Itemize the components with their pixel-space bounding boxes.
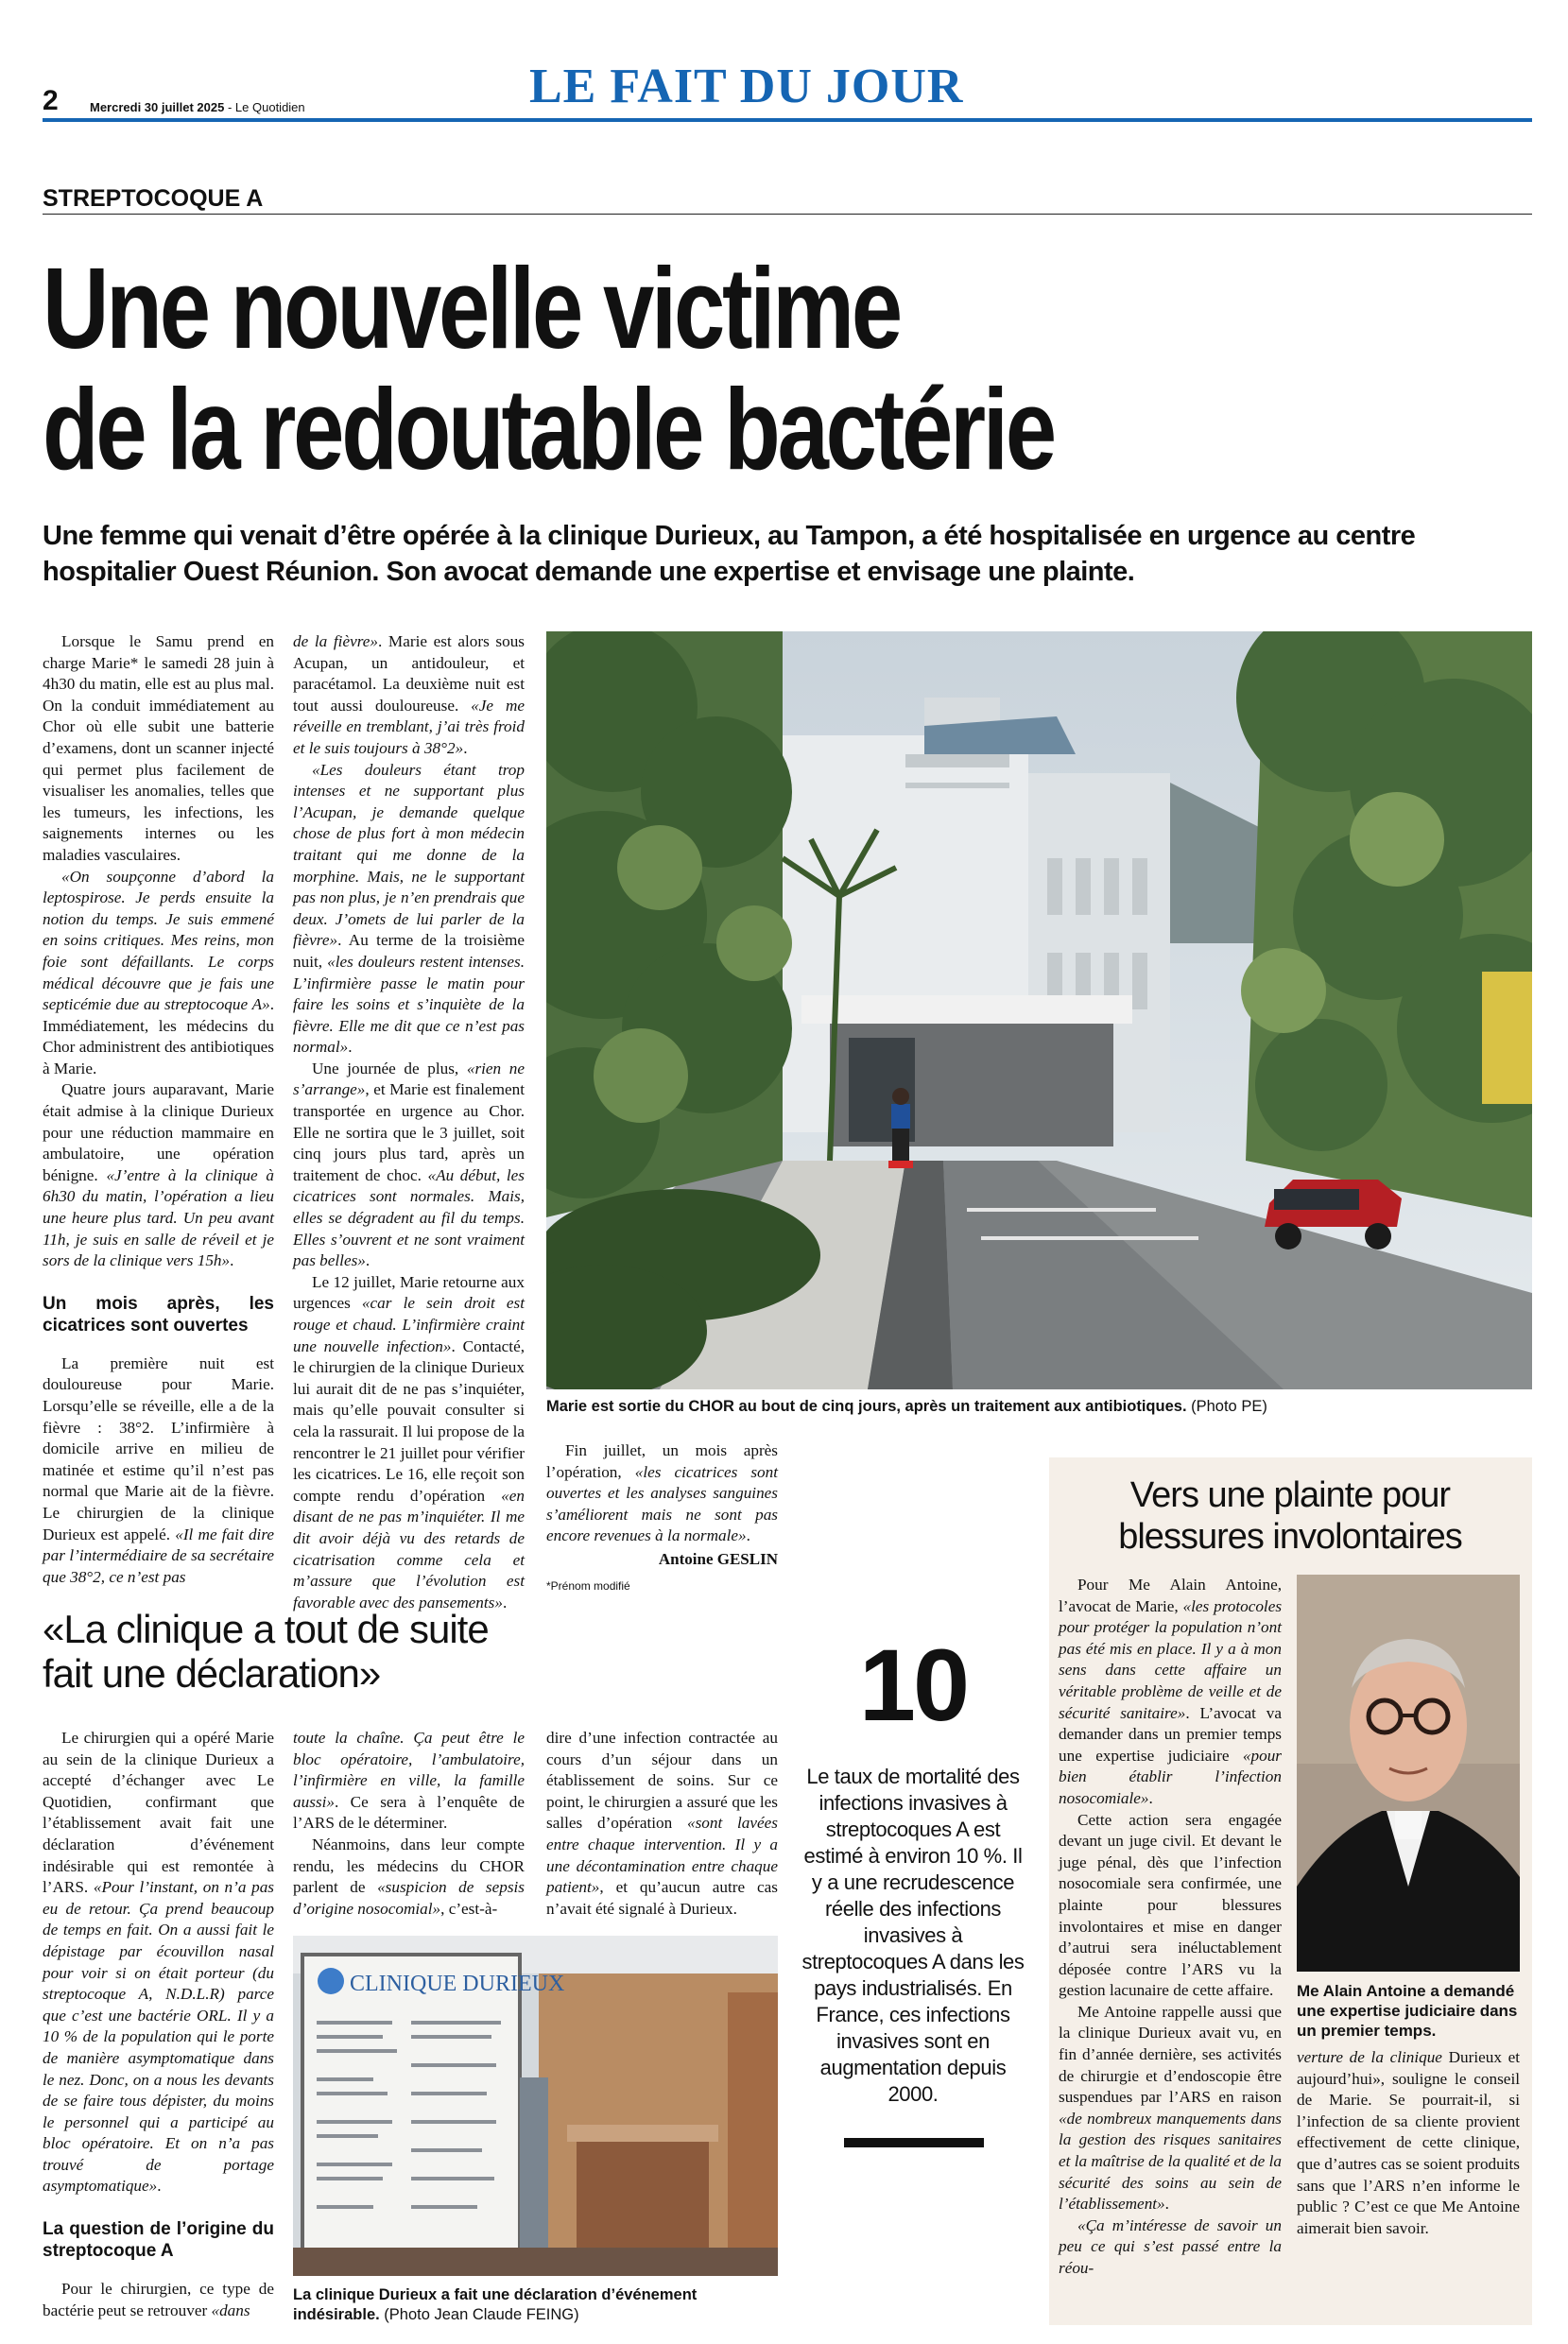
text: . bbox=[157, 2177, 162, 2196]
second-article-column-3 bbox=[546, 1728, 778, 1920]
quote: «On soupçonne d’abord la leptospirose. Je perds ensuite la notion du temps. Je suis emmené en soins critiques. Mes reins, mon foie sont défaillants. Le corps médical découvre que je fais une septicémie due au streptocoque A» bbox=[43, 867, 274, 1014]
text: Le chirurgien qui a opéré Marie au sein de la clinique Durieux a accepté d’échanger avec Le Quotidien, confirmant que l’établissement avait fait une déclaration d’événement indésirable qui est remontée à l’ARS. bbox=[43, 1729, 274, 1897]
text: . bbox=[463, 738, 468, 757]
quote: «en disant de ne pas m’inquiéter. Il me dit avoir déjà vu des retards de cicatrisation comme cela et m’assure que l’évolution est favorable avec des pansements» bbox=[293, 1486, 525, 1612]
date-separator: - bbox=[224, 100, 235, 114]
hospital-photo bbox=[546, 631, 1532, 1389]
text: Une journée de plus, bbox=[312, 1059, 467, 1077]
quote: «de nombreux manquements dans la gestion des risques sanitaires et la maîtrise de la qualité et de la sécurité des soins au sein de l’établissement» bbox=[1059, 2109, 1282, 2214]
photo-credit: (Photo PE) bbox=[1186, 1398, 1267, 1415]
photo-credit: (Photo Jean Claude FEING) bbox=[379, 2306, 579, 2323]
text: . bbox=[746, 1526, 750, 1545]
text: . L’avocat va demander dans un premier temps une expertise judiciaire bbox=[1059, 1703, 1282, 1765]
text: Pour le chirurgien, ce type de bactérie peut se retrouver bbox=[43, 2280, 274, 2319]
section-title: LE FAIT DU JOUR bbox=[529, 60, 964, 113]
text: , et qu’aucun autre cas n’avait été signalé à Durieux. bbox=[546, 1878, 778, 1918]
text: . bbox=[348, 1038, 353, 1057]
paragraph bbox=[1059, 2215, 1282, 2280]
stat-rule bbox=[844, 2138, 984, 2147]
quote: «pour bien établir l’infection nosocomiale» bbox=[1059, 1746, 1282, 1807]
quote: «Il me fait dire par l’intermédiaire de sa secrétaire que 38°2, ce n’est pas bbox=[43, 1525, 274, 1586]
headline bbox=[43, 244, 1222, 493]
date-line bbox=[90, 100, 305, 115]
text: . Contacté, le chirurgien de la clinique Durieux lui aurait dit de ne pas s’inquiéter, mais qu’elle pouvait consulter si cela la rassurait. Il lui propose de la rencontrer le 21 juillet pour vérifier les cicatrices. Le 16, elle reçoit son compte rendu d’opération bbox=[293, 1336, 525, 1505]
page-number: 2 bbox=[43, 85, 59, 116]
text: . Immédiatement, les médecins du Chor administrent des antibiotiques à Marie. bbox=[43, 995, 274, 1077]
paragraph bbox=[43, 867, 274, 1080]
quote: «rien ne s’arrange» bbox=[293, 1059, 525, 1099]
kicker: STREPTOCOQUE A bbox=[43, 185, 264, 212]
headline-line-1: Une nouvelle victime bbox=[43, 244, 900, 372]
sidebar-column-1 bbox=[1059, 1575, 1282, 2280]
lawyer-photo-caption: Me Alain Antoine a demandé une expertise judiciaire dans un premier temps. bbox=[1297, 1982, 1518, 2040]
quote: «suspicion de sepsis d’origine nosocomial» bbox=[293, 1878, 525, 1918]
text: La première nuit est douloureuse pour Marie. Lorsqu’elle se réveille, elle a de la fièvre : 38°2. L’infirmière à domicile arrive en milieu de matinée et estime qu’il n’est pas normal que Marie ait de la fièvre. Le chirurgien de la clinique Durieux est appelé. bbox=[43, 1353, 274, 1543]
clinic-photo-caption bbox=[293, 2285, 778, 2325]
signature: Antoine GESLIN bbox=[658, 1549, 778, 1568]
paragraph bbox=[293, 1728, 525, 1835]
paragraph bbox=[293, 760, 525, 1059]
paragraph bbox=[293, 1059, 525, 1272]
text: Pour Me Alain Antoine, l’avocat de Marie, bbox=[1059, 1576, 1282, 1615]
paragraph bbox=[293, 1835, 525, 1920]
caption-text: Marie est sortie du CHOR au bout de cinq jours, après un traitement aux antibiotiques. bbox=[546, 1398, 1187, 1415]
footnote: *Prénom modifié bbox=[546, 1578, 630, 1593]
quote: «Ça m’intéresse de savoir un peu ce qui s’est passé entre la réou- bbox=[1059, 2215, 1282, 2277]
clinic-illustration bbox=[293, 1936, 778, 2276]
caption-text: La clinique Durieux a fait une déclaration d’événement indésirable. bbox=[293, 2286, 698, 2323]
clinic-sign: CLINIQUE DURIEUX bbox=[350, 1972, 565, 1996]
text: dire d’une infection contractée au cours d’un séjour dans un établissement de soins. Sur ce point, le chirurgien a assuré que les salles d’opération bbox=[546, 1729, 778, 1833]
paragraph: Cette action sera engagée devant un juge civil. Et devant le juge pénal, dès que l’infection nosocomiale sera confirmée, une plainte pour blessures involontaires et mise en danger d’autrui sera inéluctablement déposée contre l’ARS vu la gestion lacunaire de cette affaire. bbox=[1059, 1810, 1282, 2000]
quote: de la fièvre» bbox=[293, 632, 378, 650]
paragraph bbox=[546, 1728, 778, 1920]
date: Mercredi 30 juillet 2025 bbox=[90, 100, 225, 114]
text: . bbox=[1148, 1788, 1153, 1807]
text: Fin juillet, un mois après l’opération, bbox=[546, 1441, 778, 1481]
text: Durieux et aujourd’hui», souligne le conseil de Marie. Se pourrait-il, si l’infection de sa cliente provient effectivement de cette clinique, que d’autres cas se soient produits sans que l’ARS n’en informe le public ? C’est ce que Me Antoine aimerait bien savoir. bbox=[1297, 2048, 1520, 2237]
paragraph bbox=[1297, 2047, 1520, 2239]
text: Néanmoins, dans leur compte rendu, les médecins du CHOR parlent de bbox=[293, 1835, 525, 1897]
hospital-illustration bbox=[546, 631, 1532, 1389]
paragraph bbox=[293, 631, 525, 760]
header-rule bbox=[43, 118, 1532, 122]
headline-line-2: de la redoutable bactérie bbox=[43, 365, 1054, 493]
paragraph bbox=[43, 1353, 274, 1589]
quote: «J’entre à la clinique à 6h30 du matin, l’opération a lieu une heure plus tard. Un peu avant 11h, je suis en salle de réveil et je sors de la clinique vers 15h» bbox=[43, 1165, 274, 1270]
paragraph: Lorsque le Samu prend en charge Marie* le samedi 28 juin à 4h30 du matin, elle est au plus mal. On la conduit immédiatement au Chor où elle subit une batterie d’examens, dont un scanner injecté qui permet plus facilement de visualiser les anomalies, telles que les tumeurs, les infections, les saignements internes ou les maladies vasculaires. bbox=[43, 632, 274, 864]
stat-text: Le taux de mortalité des infections invasives à streptocoques A est estimé à environ 10 %. Il y a une recrudescence réelle des infections invasives à streptocoques A dans les pays industrialisés. En France, ces infections invasives sont en augmentation depuis 2000. bbox=[801, 1765, 1025, 2106]
quote: verture de la clinique bbox=[1297, 2048, 1442, 2066]
subheading: Un mois après, les cicatrices sont ouvertes bbox=[43, 1293, 274, 1336]
text: . bbox=[1164, 2195, 1169, 2214]
paragraph bbox=[43, 1079, 274, 1271]
article-column-1 bbox=[43, 631, 274, 1588]
second-headline-line-1: «La clinique a tout de suite bbox=[43, 1607, 489, 1651]
stat-number: 10 bbox=[858, 1628, 968, 1742]
paragraph bbox=[43, 1728, 274, 2198]
paragraph bbox=[43, 2279, 274, 2321]
text: Le 12 juillet, Marie retourne aux urgences bbox=[293, 1272, 525, 1313]
sidebar-title: Vers une plainte pour blessures involontaires bbox=[1118, 1475, 1462, 1557]
second-headline bbox=[43, 1607, 761, 1696]
quote: toute la chaîne. Ça peut être le bloc opératoire, l’ambulatoire, l’infirmière en ville, la famille aussi» bbox=[293, 1729, 525, 1811]
quote: «les cicatrices sont ouvertes et les analyses sanguines s’améliorent mais ne sont pas encore revenues à la normale» bbox=[546, 1462, 778, 1545]
lawyer-photo bbox=[1297, 1575, 1520, 1972]
text: Quatre jours auparavant, Marie était admise à la clinique Durieux pour une réduction mammaire en ambulatoire, une opération bénigne. bbox=[43, 1080, 274, 1184]
article-column-2 bbox=[293, 631, 525, 1613]
quote: «sont lavées entre chaque intervention. Il y a une décontamination entre chaque patient» bbox=[546, 1814, 778, 1897]
text: . bbox=[365, 1251, 370, 1270]
quote: «les douleurs restent intenses. L’infirmière passe le matin pour faire les soins et s’inquiète de la fièvre. Elle me dit que ce n’est pas normal» bbox=[293, 952, 525, 1057]
quote: «car le sein droit est rouge et chaud. L’infirmière craint une nouvelle infection» bbox=[293, 1294, 525, 1355]
sidebar-column-2 bbox=[1297, 2047, 1520, 2239]
paragraph bbox=[293, 1272, 525, 1614]
second-headline-line-2: fait une déclaration» bbox=[43, 1651, 381, 1696]
text: , et Marie est finalement transportée en urgence au Chor. Elle ne sortira que le 3 juillet, soit cinq jours plus tard, après un traitement de choc. bbox=[293, 1080, 525, 1184]
subheading: La question de l’origine du streptocoque A bbox=[43, 2219, 274, 2262]
paragraph bbox=[546, 1440, 778, 1547]
kicker-rule bbox=[43, 214, 1532, 215]
article-column-3 bbox=[546, 1440, 778, 1594]
text: . bbox=[230, 1251, 234, 1270]
text: . bbox=[502, 1593, 508, 1612]
hospital-photo-caption bbox=[546, 1397, 1532, 1417]
second-article-column-1 bbox=[43, 1728, 274, 2321]
paragraph bbox=[1059, 1575, 1282, 1810]
quote: «Pour l’instant, on n’a pas eu de retour. Ça prend beaucoup de temps en fait. On a aussi fait le dépistage par écouvillon nasal pour voir si on était porteur (du streptocoque A, N.D.L.R) parce que c’est une bactérie ORL. Il y a 10 % de la population qui le porte de manière asymptomatique dans le nez. Donc, on a nous les devants de se faire tous dépister, du moins le personnel qui a participé au bloc opératoire. Et on n’a pas trouvé de portage asymptomatique» bbox=[43, 1878, 274, 2196]
text: . Au terme de la troisième nuit, bbox=[293, 931, 525, 971]
publication-name: Le Quotidien bbox=[234, 100, 305, 114]
quote: «Au début, les cicatrices sont normales. Mais, elles se dégradent au fil du temps. Elles s’ouvrent et ne sont vraiment pas belles» bbox=[293, 1165, 525, 1270]
quote: «Je me réveille en tremblant, j’ai très froid et le suis toujours à 38°2» bbox=[293, 696, 525, 757]
text: . Ce sera à l’enquête de l’ARS de le déterminer. bbox=[293, 1792, 525, 1833]
clinic-photo bbox=[293, 1936, 778, 2276]
text: . Marie est alors sous Acupan, un antidouleur, et paracétamol. La deuxième nuit est tout aussi douloureuse. bbox=[293, 632, 525, 715]
quote: «dans bbox=[211, 2301, 250, 2319]
text: Me Antoine rappelle aussi que la clinique Durieux avait vu, en fin d’année dernière, ses activités de chirurgie et d’endoscopie être suspendues par l’ARS en raison bbox=[1059, 2002, 1282, 2107]
text: , c’est-à- bbox=[440, 1899, 498, 1918]
quote: «les protocoles pour protéger la population n’ont pas été mis en place. Il y a à mon sens dans cette affaire un véritable problème de veille et de sécurité sanitaire» bbox=[1059, 1596, 1283, 1722]
standfirst: Une femme qui venait d’être opérée à la clinique Durieux, au Tampon, a été hospitalisée en urgence au centre hospitalier Ouest Réunion. Son avocat demande une expertise et envisage une plainte. bbox=[43, 521, 1416, 587]
second-article-column-2 bbox=[293, 1728, 525, 1920]
lawyer-portrait bbox=[1297, 1575, 1520, 1972]
paragraph bbox=[1059, 2002, 1282, 2215]
quote: «Les douleurs étant trop intenses et ne supportant plus l’Acupan, je demande quelque chose de plus fort à mon médecin traitant qui me donne de la morphine. Mais, ne le supportant pas non plus, je n’en prendrais que deux. J’omets de lui parler de la fièvre» bbox=[293, 760, 525, 950]
